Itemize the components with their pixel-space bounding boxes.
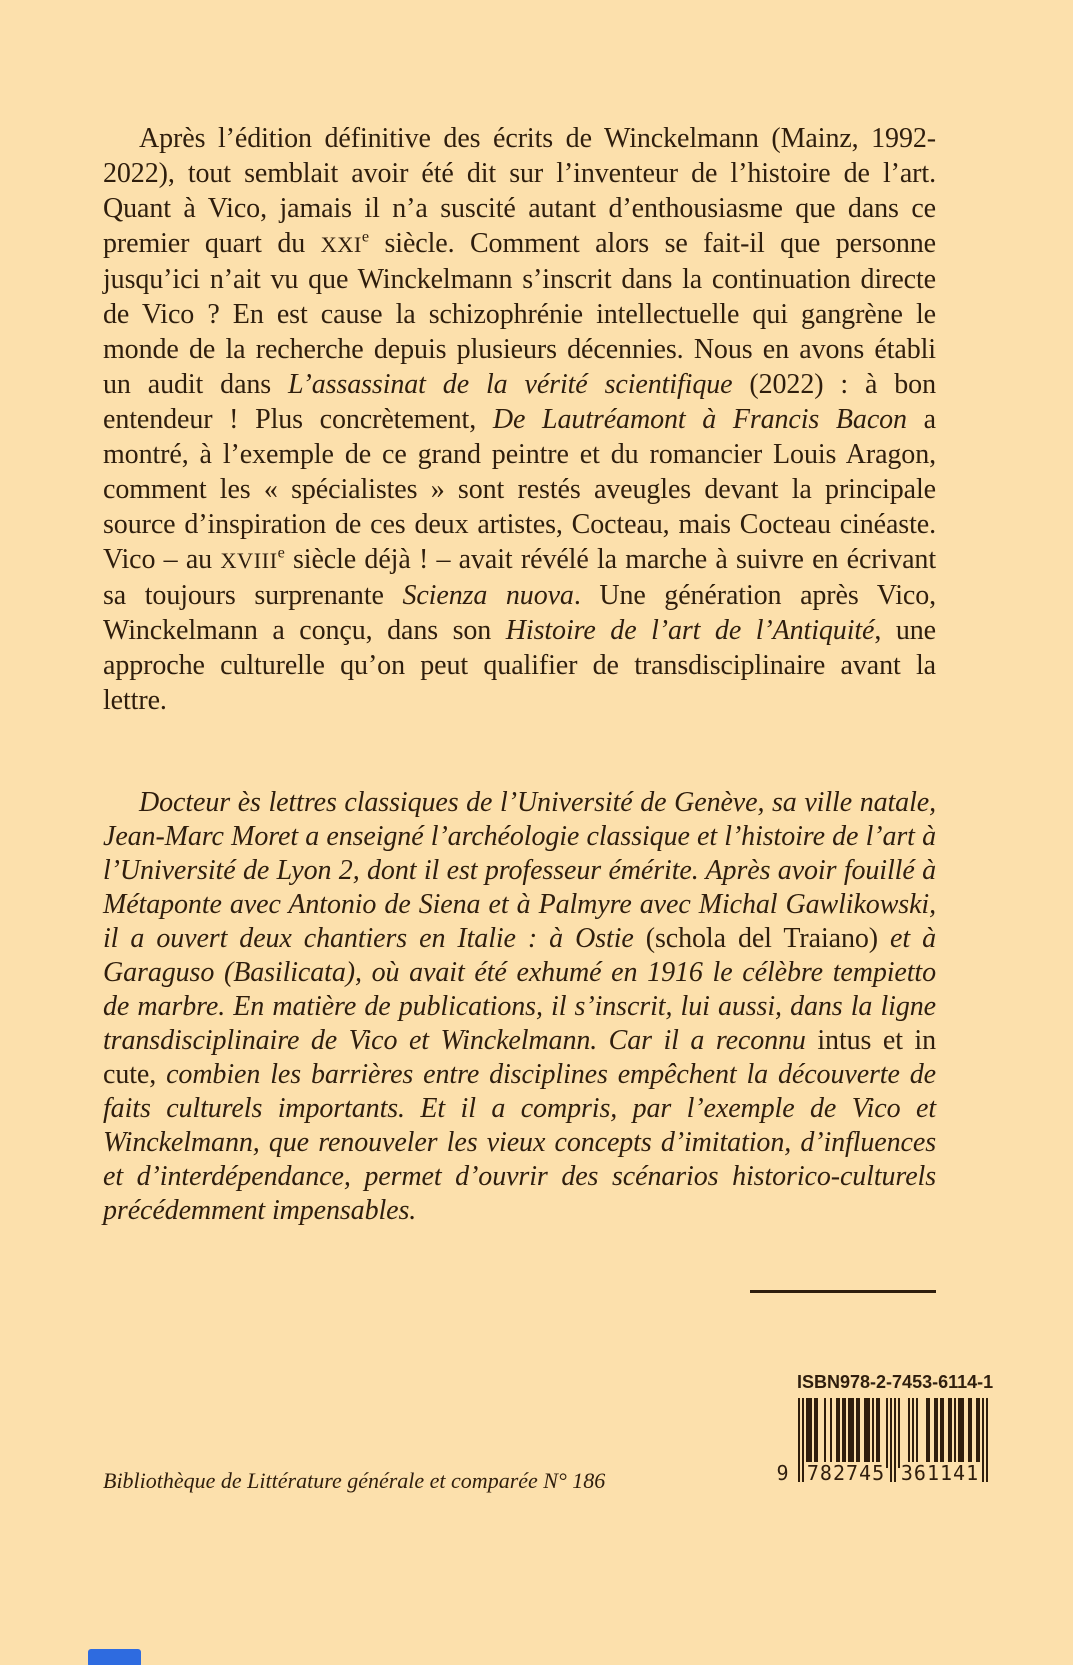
barcode-bar (898, 1398, 900, 1468)
barcode-bar (810, 1398, 812, 1468)
barcode-bar (962, 1398, 964, 1468)
barcode-bar (864, 1398, 866, 1468)
barcode-bar (958, 1398, 960, 1468)
barcode-bar (926, 1398, 928, 1468)
collection-series-line: Bibliothèque de Littérature générale et comparée N° 186 (103, 1468, 606, 1493)
barcode-bar (894, 1398, 896, 1482)
barcode-bar (970, 1398, 972, 1468)
barcode-bar (852, 1398, 854, 1468)
barcode-bar (948, 1398, 950, 1468)
barcode-bar (850, 1398, 852, 1468)
barcode-bar (878, 1398, 880, 1468)
barcode-bar (916, 1398, 918, 1468)
book-blurb-paragraph: Après l’édition définitive des écrits de Winckelmann (Mainz, 1992-2022), tout semblait avoir été dit sur l’inventeur de l’histoire de l’art. Quant à Vico, jamais il n’a suscité autant d’enthousiasme que dans ce premier quart du XXIe siècle. Comment alors se fait-il que personne jusqu’ici n’ait vu que Winckelmann s’inscrit dans la continuation directe de Vico ? En est cause la schizophrénie intellectuelle qui gangrène le monde de la recherche depuis plusieurs décennies. Nous en avons établi un audit dans L’assassinat de la vérité scientifique (2022) : à bon entendeur ! Plus concrètement, De Lautréamont à Francis Bacon a montré, à l’exemple de ce grand peintre et du romancier Louis Aragon, comment les « spécialistes » sont restés aveugles devant la principale source d’inspiration de ces deux artistes, Cocteau, mais Cocteau cinéaste. Vico – au XVIIIe siècle déjà ! – avait révélé la marche à suivre en écrivant sa toujours surprenante Scienza nuova. Une génération après Vico, Winckelmann a conçu, dans son Histoire de l’art de l’Antiquité, une approche culturelle qu’on peut qualifier de transdisciplinaire avant la lettre. (103, 123, 936, 716)
barcode-bar (968, 1398, 970, 1468)
barcode-bar (802, 1398, 804, 1482)
barcode-bar (908, 1398, 910, 1468)
barcode-bar (886, 1398, 888, 1468)
barcode-bar (844, 1398, 846, 1468)
barcode-bar (868, 1398, 870, 1468)
barcode-digit-group: 361141 (900, 1461, 980, 1485)
barcode-digit-group: 782745 (806, 1461, 886, 1485)
isbn-divider-rule (750, 1290, 936, 1293)
barcode-bar (830, 1398, 832, 1468)
barcode-bar (858, 1398, 860, 1468)
author-bio-paragraph: Docteur ès lettres classiques de l’Université de Genève, sa ville natale, Jean-Marc Moret a enseigné l’archéologie classique et l’histoire de l’art à l’Université de Lyon 2, dont il est professeur émérite. Après avoir fouillé à Métaponte avec Antonio de Siena et à Palmyre avec Michal Gawlikowski, il a ouvert deux chantiers en Italie : à Ostie (schola del Traiano) et à Garaguso (Basilicata), où avait été exhumé en 1916 le célèbre tempietto de marbre. En matière de publications, il s’inscrit, lui aussi, dans la ligne transdisciplinaire de Vico et Winckelmann. Car il a reconnu intus et in cute, combien les barrières entre disciplines empêchent la découverte de faits culturels importants. Et il a compris, par l’exemple de Vico et Winckelmann, que renouveler les vieux concepts d’imitation, d’influences et d’interdépendance, permet d’ouvrir des scénarios historico-culturels précédemment impensables. (103, 787, 936, 1226)
barcode-bar (836, 1398, 838, 1468)
barcode-bar (876, 1398, 878, 1468)
barcode-bar (936, 1398, 938, 1468)
ean13-barcode (776, 1398, 988, 1485)
barcode-bar (928, 1398, 930, 1468)
blue-corner-mark (88, 1649, 141, 1665)
barcode-bar (808, 1398, 810, 1468)
barcode-bar (954, 1398, 956, 1468)
barcode-bar (824, 1398, 826, 1468)
isbn-prefix: ISBN (797, 1372, 841, 1392)
barcode-bar (982, 1398, 984, 1482)
isbn-label (797, 1372, 994, 1393)
barcode-bar (960, 1398, 962, 1468)
barcode-bar (986, 1398, 988, 1482)
barcode-bar (890, 1398, 892, 1482)
barcode-bar (838, 1398, 840, 1468)
isbn-number: 978-2-7453-6114-1 (840, 1372, 994, 1392)
barcode-bar (912, 1398, 914, 1468)
barcode-bar (866, 1398, 868, 1468)
barcode-bar (842, 1398, 844, 1468)
barcode-bar (940, 1398, 942, 1468)
barcode-bar (934, 1398, 936, 1468)
barcode-bar (978, 1398, 980, 1468)
barcode-bar (950, 1398, 952, 1468)
barcode-bar (806, 1398, 808, 1468)
barcode-bar (798, 1398, 800, 1482)
barcode-bar (856, 1398, 858, 1468)
barcode-digit-group: 9 (776, 1461, 790, 1485)
barcode-bar (816, 1398, 818, 1468)
barcode-bar (814, 1398, 816, 1468)
barcode-bar (848, 1398, 850, 1468)
barcode-bar (942, 1398, 944, 1468)
barcode-bar (976, 1398, 978, 1468)
barcode-bar (872, 1398, 874, 1468)
